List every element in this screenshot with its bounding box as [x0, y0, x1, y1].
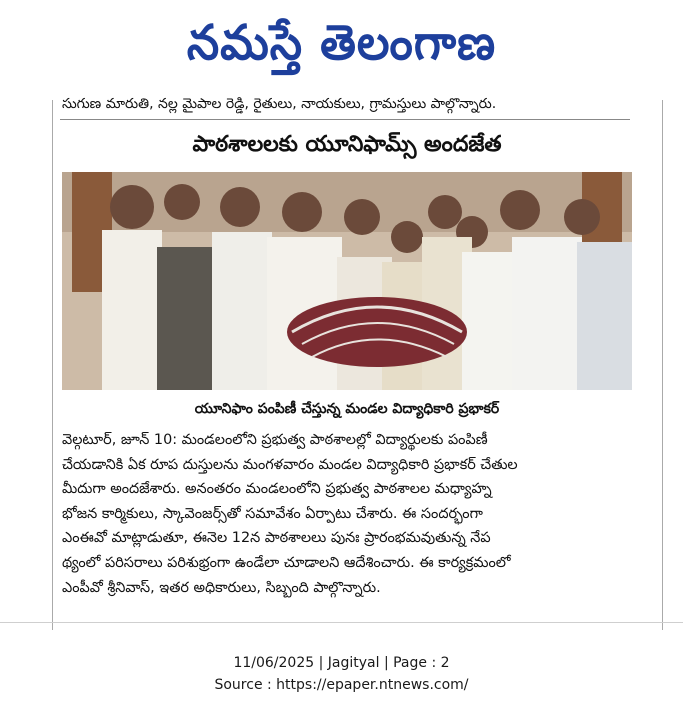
photo-caption: యూనిఫాం పంపిణీ చేస్తున్న మండల విద్యాధికారి ప్రభాకర్ [194, 401, 500, 417]
column-divider-right [662, 100, 663, 630]
group-photo-illustration [62, 172, 632, 390]
edition-info: 11/06/2025 | Jagityal | Page : 2 [233, 655, 450, 671]
footer-divider [0, 622, 683, 623]
body-line: మీదుగా అందజేశారు. అనంతరం మండలంలోని ప్రభుత్వ పాఠశాలల మధ్యాహ్న [62, 481, 492, 498]
body-line: భోజన కార్మికులు, స్కావెంజర్స్‌తో సమావేశం ఏర్పాటు చేశారు. ఈ సందర్భంగా [62, 505, 483, 522]
body-line: చేయడానికి ఏక రూప దుస్తులను మంగళవారం మండల విద్యాధికారి ప్రభాకర్ చేతుల [62, 456, 518, 473]
body-line: థ్యంలో పరిసరాలు పరిశుభ్రంగా ఉండేలా చూడాలని ఆదేశించారు. ఈ కార్యక్రమంలో [62, 554, 511, 571]
column-divider-left [52, 100, 53, 630]
previous-article-tail: సుగుణ మారుతి, నల్ల మైపాల రెడ్డి, రైతులు, నాయకులు, గ్రామస్తులు పాల్గొన్నారు. [62, 96, 497, 112]
article-divider [60, 119, 630, 120]
masthead [0, 6, 683, 78]
body-line: వెల్గటూర్, జూన్ 10: మండలంలోని ప్రభుత్వ పాఠశాలల్లో విద్యార్థులకు పంపిణీ [62, 432, 488, 448]
body-line: ఎంఈవో మాట్లాడుతూ, ఈనెల 12న పాఠశాలలు పునః ప్రారంభమవుతున్న నేప [62, 530, 491, 547]
article-photo [62, 172, 632, 390]
article-headline: పాఠశాలలకు యూనిఫామ్స్ అందజేత [192, 132, 502, 157]
source-link[interactable]: Source : https://epaper.ntnews.com/ [214, 677, 469, 693]
article-body [62, 428, 632, 600]
body-line: ఎంపీవో శ్రీనివాస్, ఇతర అధికారులు, సిబ్బంది పాల్గొన్నారు. [62, 579, 381, 596]
newspaper-title: నమస్తే తెలంగాణ [186, 13, 497, 71]
